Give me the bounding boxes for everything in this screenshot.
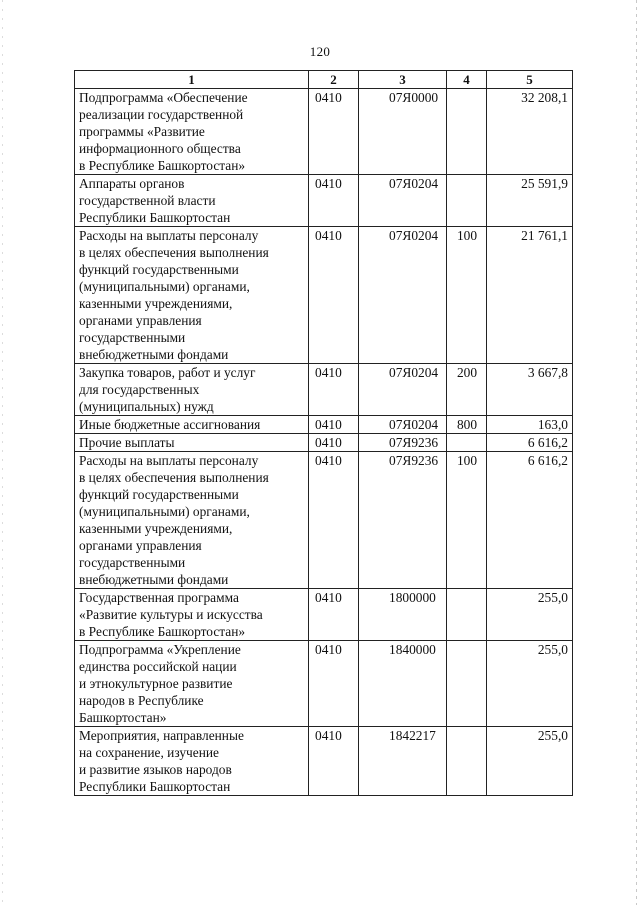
row-target: 07Я0204 [359, 416, 447, 434]
row-amount: 6 616,2 [487, 452, 573, 589]
page-number: 120 [309, 44, 331, 59]
table-row [75, 364, 573, 416]
row-name: Иные бюджетные ассигнования [75, 416, 309, 434]
row-target: 07Я0204 [359, 175, 447, 227]
row-type [447, 434, 487, 452]
row-target: 07Я0204 [359, 227, 447, 364]
table-row [75, 434, 573, 452]
row-type: 800 [447, 416, 487, 434]
row-target: 1842217 [359, 727, 447, 796]
row-amount: 25 591,9 [487, 175, 573, 227]
row-amount: 3 667,8 [487, 364, 573, 416]
table-row [75, 89, 573, 175]
row-target: 07Я0000 [359, 89, 447, 175]
row-amount: 255,0 [487, 727, 573, 796]
row-name: Подпрограмма «Обеспечение реализации государственной программы «Развитие информационного общества в Республике Башкортостан» [75, 89, 309, 175]
row-section: 0410 [309, 452, 359, 589]
scan-edge-right [636, 0, 637, 905]
row-amount: 6 616,2 [487, 434, 573, 452]
row-target: 1800000 [359, 589, 447, 641]
row-type [447, 727, 487, 796]
row-amount: 21 761,1 [487, 227, 573, 364]
row-section: 0410 [309, 641, 359, 727]
row-amount: 32 208,1 [487, 89, 573, 175]
table-row [75, 641, 573, 727]
table-row [75, 227, 573, 364]
row-type: 200 [447, 364, 487, 416]
table-header [75, 71, 573, 89]
row-amount: 255,0 [487, 641, 573, 727]
header-col-2: 2 [309, 71, 359, 89]
row-name: Прочие выплаты [75, 434, 309, 452]
row-name: Государственная программа «Развитие культуры и искусства в Республике Башкортостан» [75, 589, 309, 641]
table-row [75, 452, 573, 589]
row-amount: 163,0 [487, 416, 573, 434]
row-type: 100 [447, 227, 487, 364]
scan-edge-left [2, 0, 3, 905]
row-section: 0410 [309, 416, 359, 434]
header-col-5: 5 [487, 71, 573, 89]
row-section: 0410 [309, 727, 359, 796]
row-target: 1840000 [359, 641, 447, 727]
row-type [447, 175, 487, 227]
row-section: 0410 [309, 89, 359, 175]
header-row [75, 71, 573, 89]
row-type [447, 89, 487, 175]
row-section: 0410 [309, 175, 359, 227]
row-amount: 255,0 [487, 589, 573, 641]
row-type [447, 589, 487, 641]
row-name: Расходы на выплаты персоналу в целях обеспечения выполнения функций государственными (муниципальными) органами, казенными учреждениями, органами управления государственными внебюджетными фондами [75, 227, 309, 364]
header-col-1: 1 [75, 71, 309, 89]
table-row [75, 416, 573, 434]
row-name: Подпрограмма «Укрепление единства российской нации и этнокультурное развитие народов в Республике Башкортостан» [75, 641, 309, 727]
header-col-4: 4 [447, 71, 487, 89]
table-row [75, 727, 573, 796]
table-row [75, 589, 573, 641]
row-section: 0410 [309, 589, 359, 641]
row-section: 0410 [309, 227, 359, 364]
row-target: 07Я9236 [359, 434, 447, 452]
row-section: 0410 [309, 364, 359, 416]
row-name: Расходы на выплаты персоналу в целях обеспечения выполнения функций государственными (муниципальными) органами, казенными учреждениями, органами управления государственными внебюджетными фондами [75, 452, 309, 589]
row-target: 07Я0204 [359, 364, 447, 416]
table-body [75, 89, 573, 796]
budget-table [74, 70, 573, 796]
row-name: Мероприятия, направленные на сохранение, изучение и развитие языков народов Республики Башкортостан [75, 727, 309, 796]
row-type: 100 [447, 452, 487, 589]
row-name: Закупка товаров, работ и услуг для государственных (муниципальных) нужд [75, 364, 309, 416]
row-type [447, 641, 487, 727]
row-name: Аппараты органов государственной власти Республики Башкортостан [75, 175, 309, 227]
table-row [75, 175, 573, 227]
header-col-3: 3 [359, 71, 447, 89]
row-section: 0410 [309, 434, 359, 452]
row-target: 07Я9236 [359, 452, 447, 589]
